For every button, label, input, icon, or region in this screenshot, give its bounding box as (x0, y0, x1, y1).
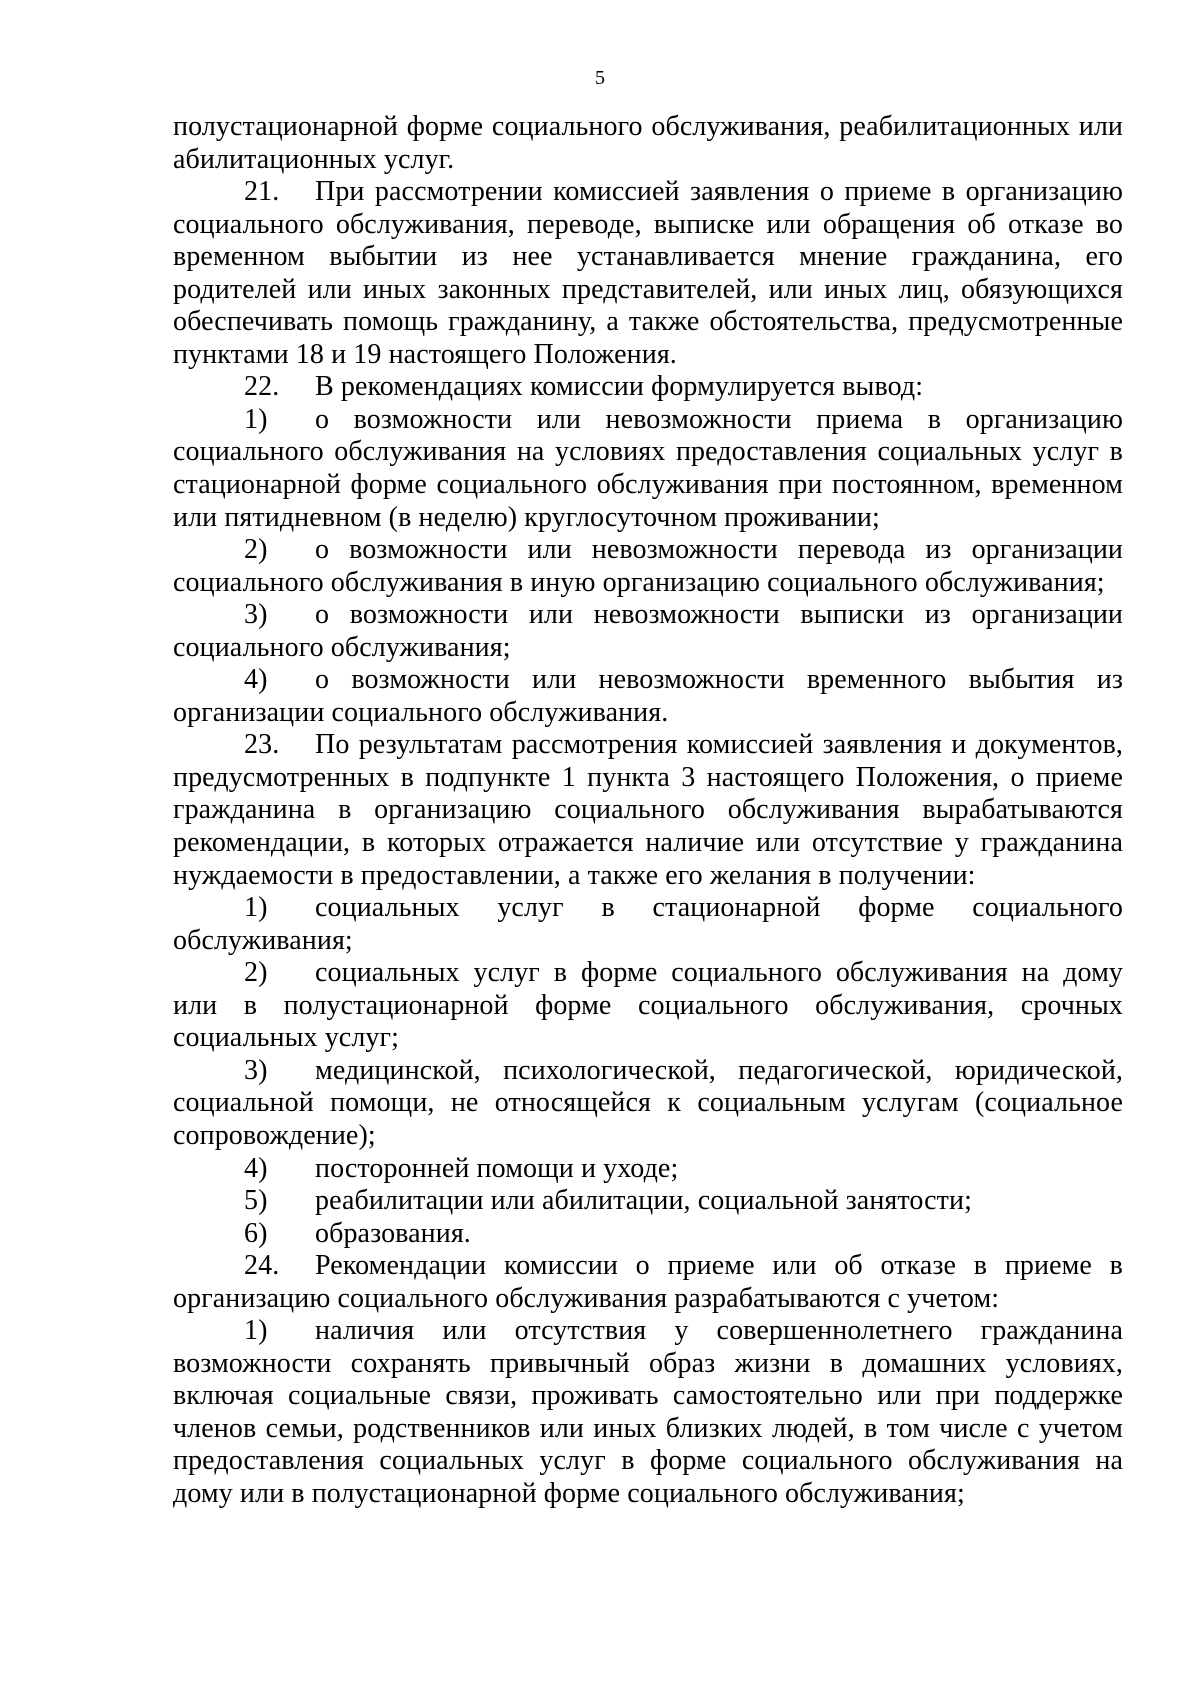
clause-number: 24. (244, 1250, 280, 1282)
subclause-text: посторонней помощи и уходе; (315, 1152, 679, 1184)
subclause-number: 2) (244, 957, 268, 989)
subclause-23-5 (173, 1185, 1123, 1218)
clause-text: По результатам рассмотрения комиссией заявления и документов, предусмотренных в подпункте 1 пункта 3 настоящего Положения, о приеме гражданина в организацию социального обслуживания вырабатываются рекомендации, в которых отражается наличие или отсутствие у гражданина нуждаемости в предоставлении, а также его желания в получении: (173, 729, 1123, 891)
subclause-23-1 (173, 892, 1123, 957)
page-number: 5 (595, 67, 605, 89)
subclause-text: реабилитации или абилитации, социальной занятости; (315, 1185, 972, 1217)
paragraph-continuation (173, 111, 1123, 176)
subclause-22-1 (173, 404, 1123, 534)
subclause-text: социальных услуг в стационарной форме социального обслуживания; (173, 892, 1123, 956)
subclause-number: 1) (244, 1315, 268, 1347)
clause-text: В рекомендациях комиссии формулируется вывод: (315, 371, 924, 403)
clause-22 (173, 371, 1123, 404)
subclause-number: 4) (244, 1152, 268, 1184)
subclause-24-1 (173, 1315, 1123, 1510)
subclause-number: 1) (244, 892, 268, 924)
clause-number: 23. (244, 729, 280, 761)
subclause-number: 2) (244, 534, 268, 566)
subclause-23-6 (173, 1218, 1123, 1251)
subclause-number: 4) (244, 664, 268, 696)
clause-24 (173, 1250, 1123, 1315)
subclause-number: 6) (244, 1217, 268, 1249)
document-body (173, 111, 1123, 1511)
subclause-23-3 (173, 1055, 1123, 1153)
subclause-22-2 (173, 534, 1123, 599)
subclause-text: о возможности или невозможности приема в организацию социального обслуживания на условиях предоставления социальных услуг в стационарной форме социального обслуживания при постоянном, временном или пятидневном (в неделю) круглосуточном проживании; (173, 403, 1123, 533)
subclause-number: 1) (244, 403, 268, 435)
clause-number: 21. (244, 176, 280, 208)
subclause-23-2 (173, 957, 1123, 1055)
clause-21 (173, 176, 1123, 371)
subclause-text: образования. (315, 1217, 471, 1249)
clause-text: Рекомендации комиссии о приеме или об отказе в приеме в организацию социального обслуживания разрабатываются с учетом: (173, 1250, 1123, 1314)
clause-text: При рассмотрении комиссией заявления о приеме в организацию социального обслуживания, переводе, выписке или обращения об отказе во временном выбытии из нее устанавливается мнение гражданина, его родителей или иных законных представителей, или иных лиц, обязующихся обеспечивать помощь гражданину, а также обстоятельства, предусмотренные пунктами 18 и 19 настоящего Положения. (173, 176, 1123, 370)
subclause-text: о возможности или невозможности перевода из организации социального обслуживания в иную организацию социального обслуживания; (173, 534, 1123, 598)
subclause-text: социальных услуг в форме социального обслуживания на дому или в полустационарной форме социального обслуживания, срочных социальных услуг; (173, 957, 1123, 1054)
subclause-number: 3) (244, 1054, 268, 1086)
subclause-text: о возможности или невозможности выписки из организации социального обслуживания; (173, 599, 1123, 663)
paragraph-text: полустационарной форме социального обслуживания, реабилитационных или абилитационных услуг. (173, 111, 1123, 175)
clause-number: 22. (244, 371, 280, 403)
subclause-text: медицинской, психологической, педагогической, юридической, социальной помощи, не относящейся к социальным услугам (социальное сопровождение); (173, 1054, 1123, 1151)
subclause-text: о возможности или невозможности временного выбытия из организации социального обслуживания. (173, 664, 1123, 728)
subclause-22-4 (173, 664, 1123, 729)
subclause-23-4 (173, 1153, 1123, 1186)
subclause-22-3 (173, 599, 1123, 664)
clause-23 (173, 729, 1123, 892)
subclause-text: наличия или отсутствия у совершеннолетнего гражданина возможности сохранять привычный образ жизни в домашних условиях, включая социальные связи, проживать самостоятельно или при поддержке членов семьи, родственников или иных близких людей, в том числе с учетом предоставления социальных услуг в форме социального обслуживания на дому или в полустационарной форме социального обслуживания; (173, 1315, 1123, 1509)
subclause-number: 5) (244, 1185, 268, 1217)
subclause-number: 3) (244, 599, 268, 631)
